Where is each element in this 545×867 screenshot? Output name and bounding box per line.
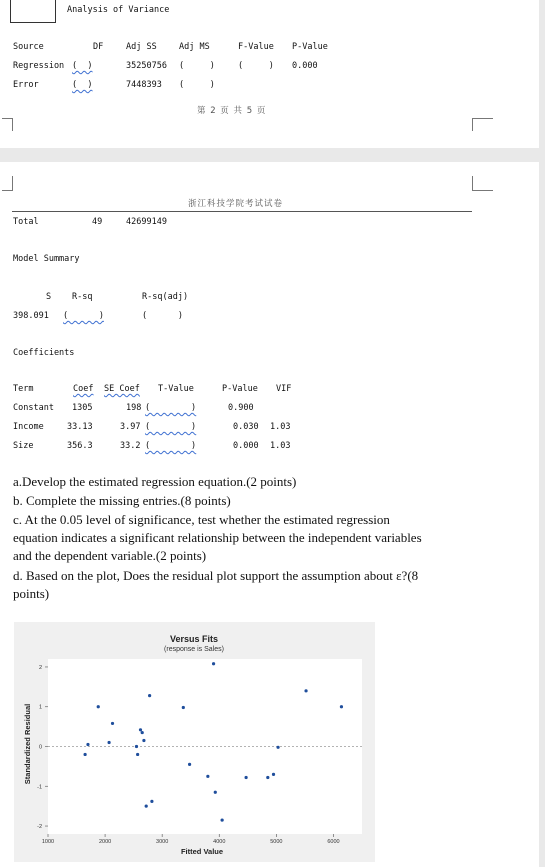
- residual-plot-svg: [14, 622, 375, 862]
- chart-title: Versus Fits: [169, 634, 219, 644]
- model-summary-title: Model Summary: [13, 254, 80, 264]
- y-tick-label: 1: [38, 704, 42, 711]
- coef-p-income: 0.030: [233, 422, 259, 432]
- coef-se-size: 33.2: [120, 441, 141, 451]
- y-tick-label: -2: [37, 824, 42, 831]
- anova-title: Analysis of Variance: [67, 5, 170, 15]
- question-c-line3: and the dependent variable.(2 points): [13, 548, 207, 563]
- x-tick-label: 3000: [156, 839, 169, 845]
- crop-mark-left: [2, 118, 13, 131]
- anova-p-regression: 0.000: [292, 61, 318, 71]
- data-point: [97, 705, 100, 708]
- coefficients-title: Coefficients: [13, 348, 75, 358]
- y-tick-label: 0: [38, 744, 42, 751]
- page-1: [0, 0, 539, 148]
- x-axis: [42, 834, 340, 845]
- data-point: [107, 741, 110, 744]
- data-point: [214, 791, 217, 794]
- anova-header-pvalue: P-Value: [292, 42, 328, 52]
- x-tick-label: 4000: [213, 839, 226, 845]
- data-point: [340, 705, 343, 708]
- coef-term-income: Income: [13, 422, 44, 432]
- data-point: [266, 776, 269, 779]
- anova-header-source: Source: [13, 42, 44, 52]
- coef-se-constant: 198: [126, 403, 142, 413]
- anova-f-regression: ( ): [238, 61, 274, 71]
- coef-header-tvalue: T-Value: [158, 384, 194, 394]
- y-axis-label: Standardized Residual: [23, 703, 32, 785]
- anova-source-error: Error: [13, 80, 39, 90]
- question-d-line2: points): [13, 586, 50, 601]
- data-point: [182, 706, 185, 709]
- data-point: [206, 775, 209, 778]
- question-b: b. Complete the missing entries.(8 points): [13, 493, 231, 508]
- anova-header-df: DF: [93, 42, 104, 52]
- model-value-rsq: ( ): [63, 311, 104, 321]
- x-tick-label: 1000: [41, 839, 55, 845]
- data-point: [148, 694, 151, 697]
- data-point: [139, 728, 142, 731]
- anova-adjms-error: ( ): [179, 80, 215, 90]
- anova-df-total: 49: [92, 217, 103, 227]
- page-2: [0, 162, 539, 867]
- data-point: [86, 743, 89, 746]
- anova-adjss-total: 42699149: [126, 217, 167, 227]
- anova-header-adjms: Adj MS: [179, 42, 210, 52]
- model-header-rsq-adj: R-sq(adj): [142, 292, 189, 302]
- question-c-line2: equation indicates a significant relationship between the independent variables: [13, 530, 422, 545]
- data-point: [111, 722, 114, 725]
- model-header-rsq: R-sq: [72, 292, 93, 302]
- coef-vif-income: 1.03: [270, 422, 291, 432]
- crop-mark-right: [472, 118, 493, 131]
- y-tick-label: 2: [38, 664, 42, 671]
- data-point: [84, 753, 87, 756]
- crop-mark-top-left: [2, 176, 13, 191]
- y-axis: [37, 665, 48, 830]
- data-point: [272, 773, 275, 776]
- data-point: [245, 776, 248, 779]
- coef-term-constant: Constant: [13, 403, 54, 413]
- coef-coef-constant: 1305: [72, 403, 93, 413]
- chart-subtitle: (response is Sales): [164, 646, 224, 653]
- anova-df-error: ( ): [72, 80, 93, 90]
- data-point: [212, 662, 215, 665]
- coef-vif-size: 1.03: [270, 441, 291, 451]
- header-rule: [12, 211, 472, 212]
- anova-adjms-regression: ( ): [179, 61, 215, 71]
- question-c-line1: c. At the 0.05 level of significance, test whether the estimated regression: [13, 512, 390, 527]
- coef-t-constant: ( ): [145, 403, 197, 413]
- coef-term-size: Size: [13, 441, 34, 451]
- data-point: [221, 818, 224, 821]
- page-footer: 第 2 页 共 5 页: [197, 106, 267, 116]
- coef-header-vif: VIF: [276, 384, 292, 394]
- data-point: [142, 739, 145, 742]
- crop-mark-top-right: [472, 176, 493, 191]
- data-point: [145, 805, 148, 808]
- model-value-rsq-adj: ( ): [142, 311, 183, 321]
- data-point: [276, 746, 279, 749]
- model-header-s: S: [46, 292, 52, 302]
- y-tick-label: -1: [37, 784, 42, 791]
- anova-header-adjss: Adj SS: [126, 42, 157, 52]
- data-point: [135, 745, 138, 748]
- coef-header-pvalue: P-Value: [222, 384, 258, 394]
- question-a: a.Develop the estimated regression equation.(2 points): [13, 474, 297, 489]
- x-tick-label: 5000: [270, 839, 283, 845]
- text-box-frame: [10, 0, 56, 23]
- data-point: [188, 763, 191, 766]
- anova-adjss-error: 7448393: [126, 80, 162, 90]
- coef-header-term: Term: [13, 384, 34, 394]
- anova-adjss-regression: 35250756: [126, 61, 167, 71]
- coef-coef-income: 33.13: [67, 422, 93, 432]
- data-point: [141, 731, 144, 734]
- data-point: [150, 800, 153, 803]
- x-tick-label: 6000: [327, 839, 340, 845]
- page-header: 浙江科技学院考试试卷: [188, 199, 284, 209]
- x-tick-label: 2000: [98, 839, 112, 845]
- coef-t-income: ( ): [145, 422, 197, 432]
- question-d-line1: d. Based on the plot, Does the residual plot support the assumption about ε?(8: [13, 568, 419, 583]
- residual-plot: [14, 622, 375, 862]
- coef-coef-size: 356.3: [67, 441, 93, 451]
- coef-header-coef: Coef: [73, 384, 94, 394]
- coef-t-size: ( ): [145, 441, 197, 451]
- coef-se-income: 3.97: [120, 422, 141, 432]
- anova-source-total: Total: [13, 217, 39, 227]
- coef-p-size: 0.000: [233, 441, 259, 451]
- x-axis-label: Fitted Value: [180, 847, 224, 856]
- data-point: [136, 753, 139, 756]
- anova-header-fvalue: F-Value: [238, 42, 274, 52]
- coef-p-constant: 0.900: [228, 403, 254, 413]
- anova-df-regression: ( ): [72, 61, 93, 71]
- anova-source-regression: Regression: [13, 61, 65, 71]
- model-value-s: 398.091: [13, 311, 49, 321]
- data-point: [304, 689, 307, 692]
- coef-header-secoef: SE Coef: [104, 384, 140, 394]
